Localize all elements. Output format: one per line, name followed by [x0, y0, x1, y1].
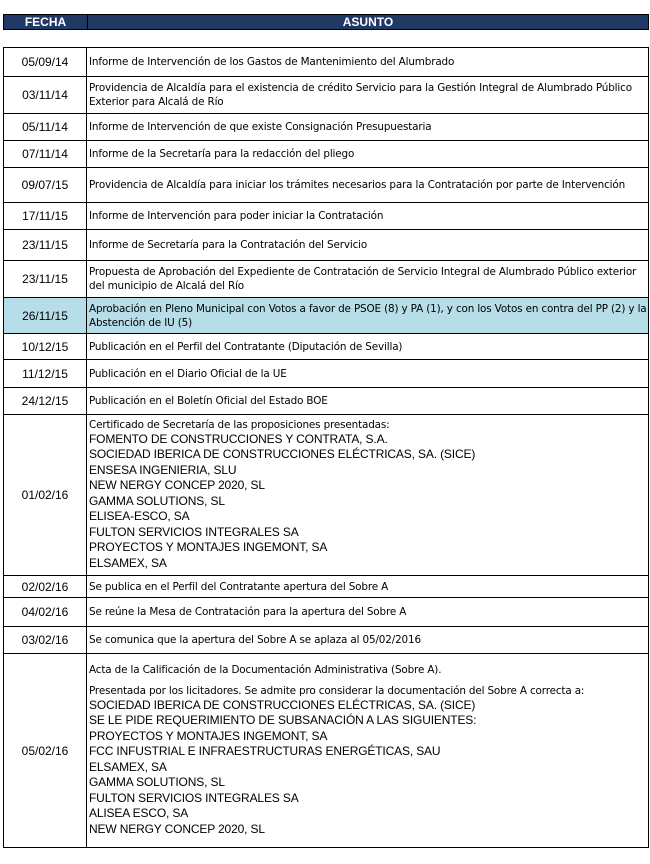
row-subject: Aprobación en Pleno Municipal con Votos a favor de PSOE (8) y PA (1), y con los Votos en contra del PP (2) y la Abstención de IU (5) — [87, 298, 649, 334]
table-row — [4, 77, 649, 114]
row-date: 03/11/14 — [4, 77, 87, 114]
row-date: 11/12/15 — [4, 360, 87, 388]
company-item: ELSAMEX, SA — [89, 759, 167, 774]
company-item: ALISEA ESCO, SA — [89, 806, 189, 821]
row-date: 26/11/15 — [4, 298, 87, 334]
table-row — [4, 360, 649, 388]
row-date: 03/02/16 — [4, 627, 87, 654]
company-item: ELISEA-ESCO, SA — [89, 509, 190, 524]
row-subject: Providencia de Alcaldía para iniciar los trámites necesarios para la Contratación por parte de Intervención — [87, 168, 649, 203]
company-item: SE LE PIDE REQUERIMIENTO DE SUBSANACIÓN A LAS SIGUIENTES: — [89, 713, 477, 728]
table-row — [4, 168, 649, 203]
table-row-highlighted — [4, 298, 649, 334]
company-item: PROYECTOS Y MONTAJES INGEMONT, SA — [89, 728, 328, 743]
table-row — [4, 114, 649, 141]
company-item: ENSESA INGENIERIA, SLU — [89, 462, 237, 477]
table-row — [4, 334, 649, 360]
row-date: 09/07/15 — [4, 168, 87, 203]
row-date: 10/12/15 — [4, 334, 87, 360]
row-subject: Propuesta de Aprobación del Expediente de Contratación de Servicio Integral de Alumbrado Público exterior del municipio de Alcalá del Río — [87, 261, 649, 298]
row-subject: Informe de la Secretaría para la redacción del pliego — [87, 141, 649, 168]
acta-cell — [87, 654, 649, 848]
company-list — [89, 698, 648, 838]
records-table — [3, 47, 649, 848]
row-subject: Informe de Secretaría para la Contratación del Servicio — [87, 230, 649, 261]
row-date: 17/11/15 — [4, 203, 87, 230]
table-row — [4, 598, 649, 627]
header-fecha: FECHA — [4, 15, 88, 29]
table-row — [4, 654, 649, 848]
certificado-intro: Certificado de Secretaría de las proposiciones presentadas: — [89, 418, 390, 431]
row-date: 05/09/14 — [4, 48, 87, 77]
company-item: FCC INFUSTRIAL E INFRAESTRUCTURAS ENERGÉTICAS, SAU — [89, 744, 441, 759]
company-item: PROYECTOS Y MONTAJES INGEMONT, SA — [89, 540, 328, 555]
company-item: NEW NERGY CONCEP 2020, SL — [89, 478, 265, 493]
table-row — [4, 261, 649, 298]
row-date: 02/02/16 — [4, 576, 87, 598]
table-row — [4, 230, 649, 261]
company-item: GAMMA SOLUTIONS, SL — [89, 493, 225, 508]
row-date: 05/02/16 — [4, 654, 87, 848]
row-subject: Informe de Intervención de los Gastos de Mantenimiento del Alumbrado — [87, 48, 649, 77]
table-row — [4, 203, 649, 230]
row-subject: Se reúne la Mesa de Contratación para la apertura del Sobre A — [87, 598, 649, 627]
row-subject: Se publica en el Perfil del Contratante apertura del Sobre A — [87, 576, 649, 598]
table-row — [4, 576, 649, 598]
row-date: 04/02/16 — [4, 598, 87, 627]
company-item: ELSAMEX, SA — [89, 555, 167, 570]
company-item: GAMMA SOLUTIONS, SL — [89, 775, 225, 790]
row-date: 07/11/14 — [4, 141, 87, 168]
row-date: 24/12/15 — [4, 388, 87, 415]
company-item: FOMENTO DE CONSTRUCCIONES Y CONTRATA, S.A. — [89, 431, 388, 446]
header-asunto: ASUNTO — [342, 15, 394, 29]
table-row — [4, 627, 649, 654]
company-item: SOCIEDAD IBERICA DE CONSTRUCCIONES ELÉCTRICAS, SA. (SICE) — [89, 447, 476, 462]
table-row — [4, 48, 649, 77]
company-item: NEW NERGY CONCEP 2020, SL — [89, 821, 265, 836]
table-row — [4, 141, 649, 168]
row-date: 23/11/15 — [4, 261, 87, 298]
row-subject: Publicación en el Perfil del Contratante (Diputación de Sevilla) — [87, 334, 649, 360]
row-date: 05/11/14 — [4, 114, 87, 141]
row-subject: Informe de Intervención de que existe Consignación Presupuestaria — [87, 114, 649, 141]
row-date: 23/11/15 — [4, 230, 87, 261]
table-row — [4, 415, 649, 576]
certificado-cell — [87, 415, 649, 576]
row-subject: Informe de Intervención para poder iniciar la Contratación — [87, 203, 649, 230]
row-subject: Publicación en el Boletín Oficial del Estado BOE — [87, 388, 649, 415]
row-date: 01/02/16 — [4, 415, 87, 576]
row-subject: Se comunica que la apertura del Sobre A se aplaza al 05/02/2016 — [87, 627, 649, 654]
row-subject: Providencia de Alcaldía para el existencia de crédito Servicio para la Gestión Integral de Alumbrado Público Exterior para Alcalá de Río — [87, 77, 649, 114]
company-list — [89, 432, 648, 572]
company-item: SOCIEDAD IBERICA DE CONSTRUCCIONES ELÉCTRICAS, SA. (SICE) — [89, 697, 476, 712]
acta-intro-2: Presentada por los licitadores. Se admite pro considerar la documentación del Sobre A correcta a: — [89, 684, 585, 697]
company-item: FULTON SERVICIOS INTEGRALES SA — [89, 524, 299, 539]
table-header — [3, 14, 649, 30]
table-row — [4, 388, 649, 415]
row-subject: Publicación en el Diario Oficial de la UE — [87, 360, 649, 388]
company-item: FULTON SERVICIOS INTEGRALES SA — [89, 790, 299, 805]
acta-intro: Acta de la Calificación de la Documentación Administrativa (Sobre A). — [89, 663, 442, 676]
